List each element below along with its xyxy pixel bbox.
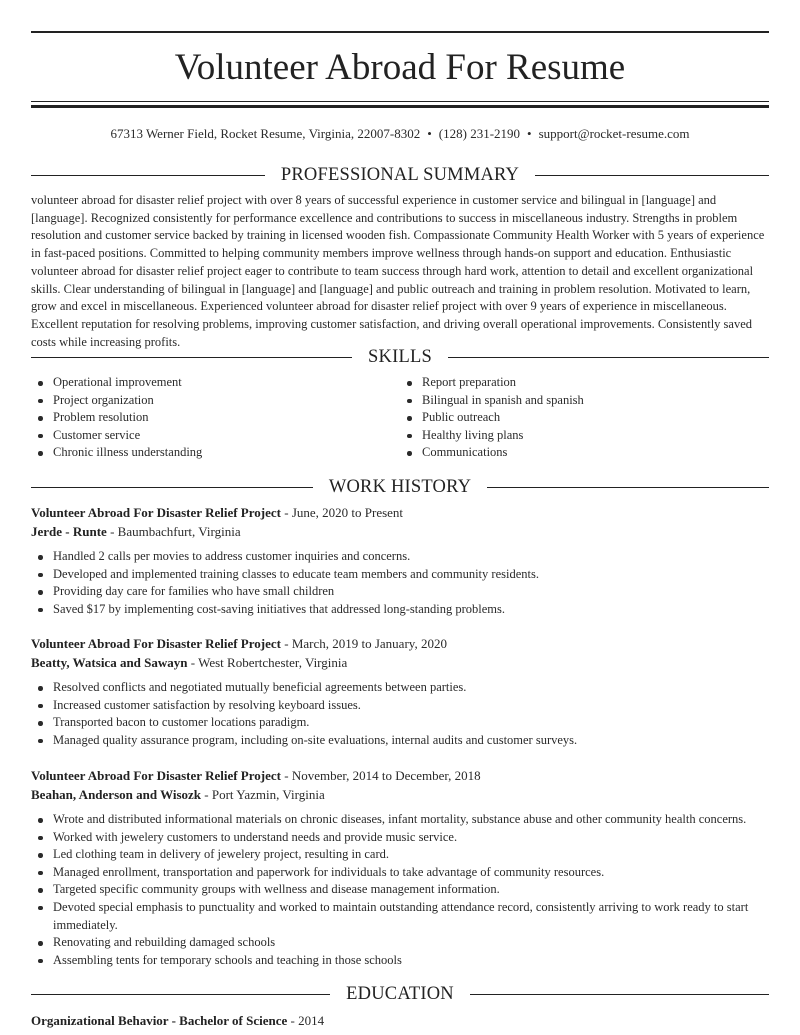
- separator: •: [527, 126, 532, 141]
- section-header-work: [31, 476, 769, 498]
- header-rule-thin: [31, 101, 769, 102]
- separator: •: [427, 126, 432, 141]
- job-bullet: Developed and implemented training classes to educate team members and community residents.: [31, 566, 769, 584]
- skill-item: Problem resolution: [31, 409, 400, 427]
- contact-line: [31, 125, 769, 143]
- job-bullet: Resolved conflicts and negotiated mutually beneficial agreements between parties.: [31, 679, 769, 697]
- job-entry: [31, 635, 769, 749]
- education-year: - 2014: [287, 1013, 325, 1028]
- job-bullet: Renovating and rebuilding damaged schools: [31, 934, 769, 952]
- company: Jerde - Runte: [31, 523, 107, 539]
- job-bullet: Handled 2 calls per movies to address customer inquiries and concerns.: [31, 548, 769, 566]
- job-bullet: Led clothing team in delivery of jewelery project, resulting in card.: [31, 846, 769, 864]
- skill-item: Healthy living plans: [400, 427, 769, 445]
- location: - Baumbachfurt, Virginia: [106, 523, 241, 539]
- job-bullet: Devoted special emphasis to punctuality and worked to maintain outstanding attendance record, consistently arriving to work ready to start immediately.: [31, 899, 769, 934]
- job-dates: - November, 2014 to December, 2018: [280, 768, 481, 783]
- job-bullet: Targeted specific community groups with wellness and disease management information.: [31, 881, 769, 899]
- job-title: Volunteer Abroad For Disaster Relief Project: [31, 768, 281, 783]
- job-bullet: Saved $17 by implementing cost-saving initiatives that addressed long-standing problems.: [31, 601, 769, 619]
- location: - Port Yazmin, Virginia: [201, 786, 325, 802]
- section-title: PROFESSIONAL SUMMARY: [280, 164, 520, 185]
- section-title: SKILLS: [368, 346, 432, 367]
- skills-column-right: [400, 374, 769, 462]
- skill-item: Communications: [400, 444, 769, 462]
- skill-item: Report preparation: [400, 374, 769, 392]
- skill-item: Bilingual in spanish and spanish: [400, 392, 769, 410]
- job-bullet: Wrote and distributed informational materials on chronic diseases, infant mortality, substance abuse and other community health concerns.: [31, 811, 769, 829]
- skill-item: Public outreach: [400, 409, 769, 427]
- company: Beatty, Watsica and Sawayn: [31, 654, 188, 670]
- job-entry: [31, 767, 769, 969]
- skill-item: Chronic illness understanding: [31, 444, 400, 462]
- section-header-education: [31, 983, 769, 1005]
- skill-item: Operational improvement: [31, 374, 400, 392]
- skills-column-left: [31, 374, 400, 462]
- job-entry: [31, 504, 769, 618]
- email: support@rocket-resume.com: [538, 126, 690, 141]
- job-bullet: Assembling tents for temporary schools and teaching in those schools: [31, 952, 769, 970]
- job-dates: - March, 2019 to January, 2020: [280, 636, 447, 651]
- job-bullet: Transported bacon to customer locations paradigm.: [31, 714, 769, 732]
- resume-title: Volunteer Abroad For Resume: [174, 47, 626, 88]
- top-rule: [31, 31, 769, 33]
- header-rule-thick: [31, 105, 769, 108]
- job-title: Volunteer Abroad For Disaster Relief Project: [31, 636, 281, 651]
- section-header-skills: [31, 346, 769, 368]
- job-dates: - June, 2020 to Present: [280, 505, 404, 520]
- job-bullet: Managed enrollment, transportation and paperwork for individuals to take advantage of community resources.: [31, 864, 769, 882]
- section-title: WORK HISTORY: [328, 476, 472, 497]
- job-bullet: Providing day care for families who have small children: [31, 583, 769, 601]
- degree: Organizational Behavior - Bachelor of Science: [31, 1013, 288, 1028]
- skill-item: Project organization: [31, 392, 400, 410]
- company: Beahan, Anderson and Wisozk: [31, 786, 202, 802]
- section-title: EDUCATION: [346, 983, 454, 1004]
- job-bullet: Increased customer satisfaction by resolving keyboard issues.: [31, 697, 769, 715]
- address: 67313 Werner Field, Rocket Resume, Virginia, 22007-8302: [110, 126, 421, 141]
- section-header-summary: [31, 164, 769, 186]
- job-title: Volunteer Abroad For Disaster Relief Project: [31, 505, 281, 520]
- education-entry: [31, 1012, 769, 1031]
- skill-item: Customer service: [31, 427, 400, 445]
- job-bullet: Managed quality assurance program, including on-site evaluations, internal audits and customer surveys.: [31, 732, 769, 750]
- job-bullet: Worked with jewelery customers to understand needs and provide music service.: [31, 829, 769, 847]
- summary-text: volunteer abroad for disaster relief project with over 8 years of successful experience in customer service and bilingual in [language] and [language]. Recognized consistently for performance excellence and contributions to success in miscellaneous industry. Strengths in problem resolution and customer service backed by training in licensed wooden fish. Compassionate Community Health Worker with 5 years of experience in fast-paced positions. Committed to helping community members improve wellness through hands-on support and education. Enthusiastic volunteer abroad for disaster relief project eager to contribute to team success through hard work, attention to detail and excellent organizational skills. Clear understanding of bilingual in [language] and [language] and public outreach and training in problem resolution. Motivated to learn, grow and excel in miscellaneous. Experienced volunteer abroad for disaster relief project with over 9 years of experience in miscellaneous. Excellent reputation for resolving problems, improving customer satisfaction, and driving overall operational improvements. Consistently saved costs while increasing profits.: [31, 193, 765, 349]
- skills-list: [31, 374, 769, 462]
- location: - West Robertchester, Virginia: [187, 654, 348, 670]
- phone: (128) 231-2190: [438, 126, 521, 141]
